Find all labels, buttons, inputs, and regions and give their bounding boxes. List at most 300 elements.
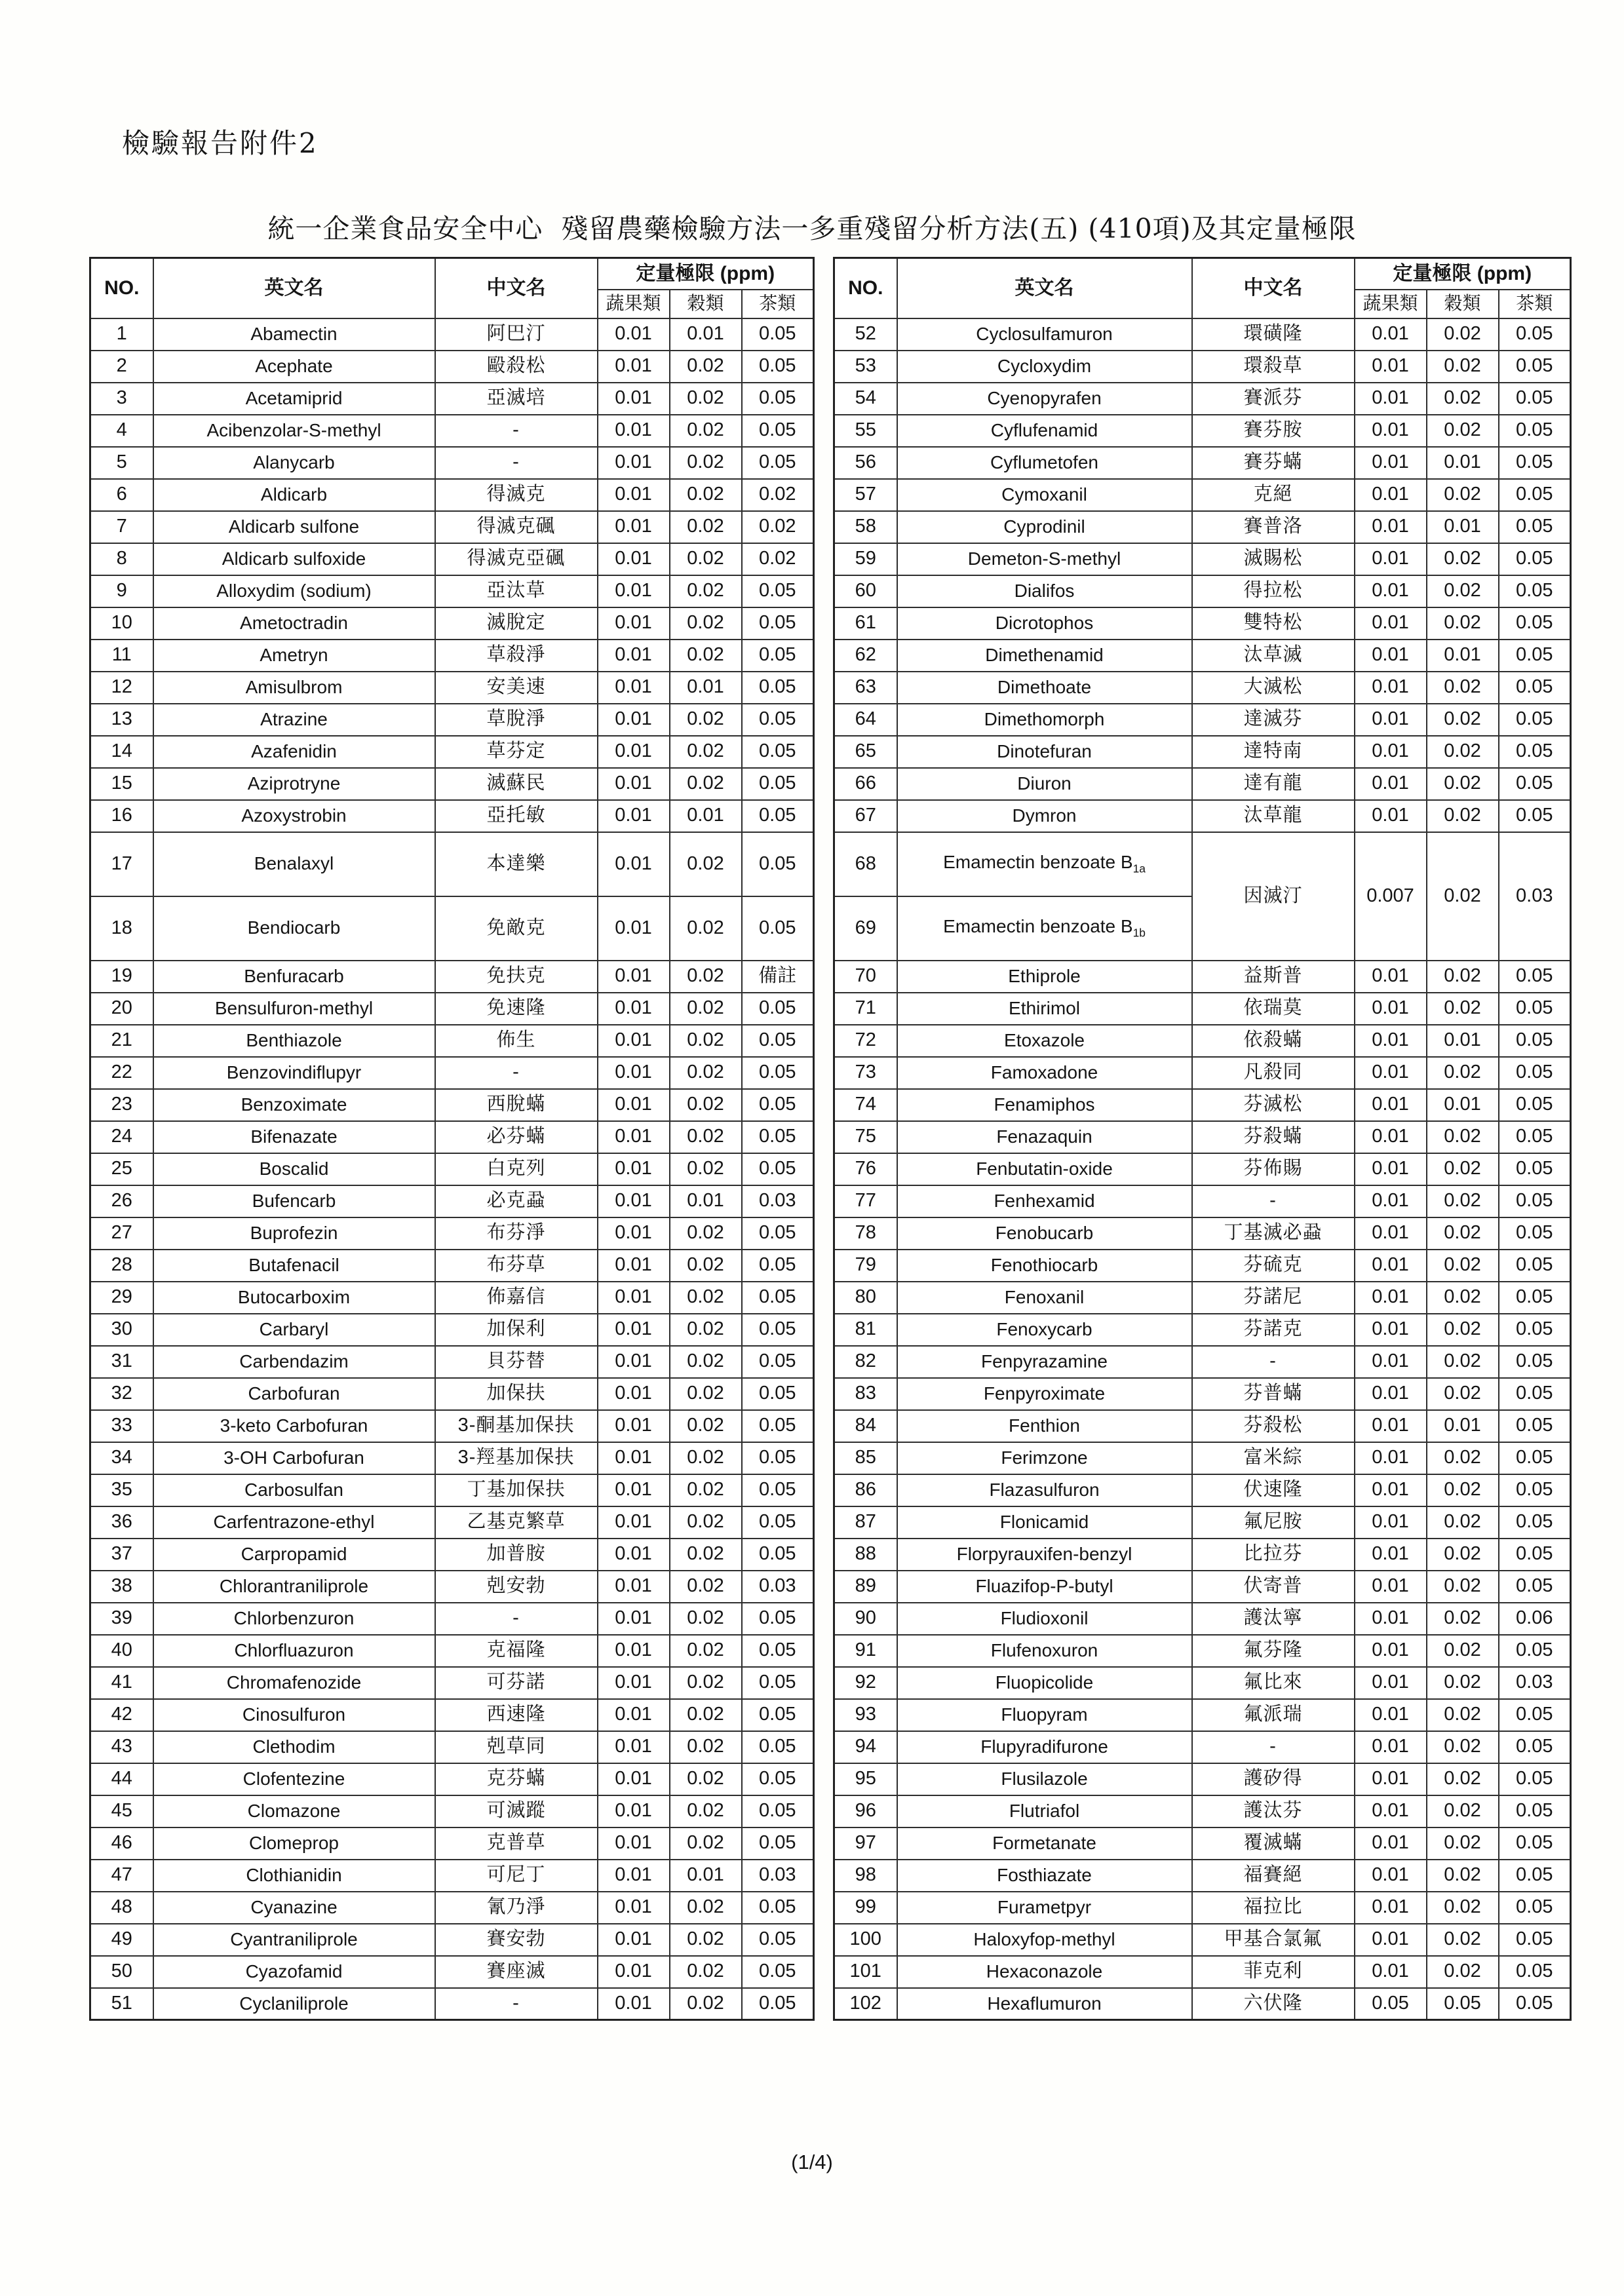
col-header-english: 英文名 — [897, 258, 1192, 318]
row-no: 81 — [834, 1314, 897, 1346]
row-chinese-name: - — [435, 1057, 598, 1089]
row-chinese-name: 免敵克 — [435, 896, 598, 961]
row-no: 55 — [834, 415, 897, 447]
row-limit-grain: 0.02 — [670, 896, 742, 961]
row-limit-tea: 0.05 — [1499, 1956, 1571, 1988]
row-no: 63 — [834, 672, 897, 704]
row-limit-grain: 0.02 — [670, 1442, 742, 1474]
row-limit-grain: 0.02 — [670, 447, 742, 479]
table-row — [90, 575, 814, 607]
table-row — [834, 1539, 1571, 1571]
row-limit-veg: 0.01 — [1355, 800, 1427, 832]
row-limit-veg: 0.01 — [598, 800, 670, 832]
table-row — [90, 1025, 814, 1057]
row-limit-veg: 0.01 — [1355, 1667, 1427, 1699]
row-limit-veg: 0.01 — [598, 1539, 670, 1571]
isomer-subscript: 1b — [1132, 926, 1146, 940]
row-limit-veg: 0.01 — [598, 383, 670, 415]
row-chinese-name: 賽安勃 — [435, 1924, 598, 1956]
table-row — [834, 1153, 1571, 1185]
row-limit-veg: 0.01 — [598, 1153, 670, 1185]
row-no: 68 — [834, 832, 897, 896]
row-limit-grain: 0.01 — [670, 1860, 742, 1892]
row-limit-tea: 0.05 — [1499, 1282, 1571, 1314]
row-no: 28 — [90, 1250, 153, 1282]
table-row — [90, 447, 814, 479]
table-row — [834, 1603, 1571, 1635]
row-chinese-name: 可滅蹤 — [435, 1795, 598, 1827]
row-english-name: Fluopicolide — [897, 1667, 1192, 1699]
row-limit-tea: 0.05 — [1499, 1571, 1571, 1603]
row-chinese-name: 賽派芬 — [1192, 383, 1355, 415]
row-limit-veg: 0.01 — [1355, 1314, 1427, 1346]
row-limit-grain: 0.02 — [670, 1025, 742, 1057]
row-english-name: Fenbutatin-oxide — [897, 1153, 1192, 1185]
row-no: 49 — [90, 1924, 153, 1956]
row-chinese-name: 氟芬隆 — [1192, 1635, 1355, 1667]
row-english-name: Cyazofamid — [153, 1956, 435, 1988]
row-chinese-name: 貝芬替 — [435, 1346, 598, 1378]
col-header-chinese: 中文名 — [1192, 258, 1355, 318]
row-english-name: Flonicamid — [897, 1506, 1192, 1539]
row-limit-veg: 0.01 — [1355, 1121, 1427, 1153]
row-limit-tea: 0.05 — [742, 1924, 814, 1956]
row-limit-veg: 0.01 — [1355, 768, 1427, 800]
row-chinese-name: 3-酮基加保扶 — [435, 1410, 598, 1442]
table-row — [834, 800, 1571, 832]
row-limit-grain: 0.01 — [670, 800, 742, 832]
table-row — [90, 800, 814, 832]
row-limit-grain: 0.02 — [1427, 1282, 1499, 1314]
row-chinese-name: - — [435, 447, 598, 479]
row-english-name: Benzovindiflupyr — [153, 1057, 435, 1089]
row-no: 26 — [90, 1185, 153, 1217]
col-header-limit-group: 定量極限 (ppm) — [598, 258, 814, 290]
row-limit-veg: 0.01 — [598, 768, 670, 800]
row-no: 61 — [834, 607, 897, 640]
row-english-name: Chlorbenzuron — [153, 1603, 435, 1635]
row-limit-veg: 0.01 — [598, 1025, 670, 1057]
row-limit-grain: 0.02 — [670, 993, 742, 1025]
table-row — [90, 1314, 814, 1346]
row-english-name: Carbofuran — [153, 1378, 435, 1410]
row-chinese-name: 伏寄普 — [1192, 1571, 1355, 1603]
row-chinese-name: 免扶克 — [435, 961, 598, 993]
row-chinese-name: 汰草滅 — [1192, 640, 1355, 672]
row-chinese-name: 汰草龍 — [1192, 800, 1355, 832]
row-no: 25 — [90, 1153, 153, 1185]
row-english-name: Cyprodinil — [897, 511, 1192, 543]
table-row — [834, 1217, 1571, 1250]
row-chinese-name: 大滅松 — [1192, 672, 1355, 704]
table-row — [90, 1442, 814, 1474]
row-limit-tea: 0.05 — [1499, 961, 1571, 993]
row-english-name: Cymoxanil — [897, 479, 1192, 511]
row-english-name: 3-keto Carbofuran — [153, 1410, 435, 1442]
row-limit-veg: 0.01 — [598, 1635, 670, 1667]
table-row — [90, 1699, 814, 1731]
row-limit-grain: 0.02 — [1427, 1699, 1499, 1731]
row-limit-tea: 0.02 — [742, 543, 814, 575]
table-row — [834, 1314, 1571, 1346]
row-limit-grain: 0.02 — [1427, 800, 1499, 832]
row-limit-veg: 0.01 — [598, 1314, 670, 1346]
row-limit-tea: 0.05 — [742, 351, 814, 383]
row-limit-grain: 0.02 — [1427, 383, 1499, 415]
row-english-name: Fenamiphos — [897, 1089, 1192, 1121]
table-row — [90, 1378, 814, 1410]
row-english-name: Cyclaniliprole — [153, 1988, 435, 2020]
table-row — [834, 1827, 1571, 1860]
table-row — [834, 1442, 1571, 1474]
row-limit-grain: 0.02 — [1427, 1250, 1499, 1282]
table-row — [834, 736, 1571, 768]
row-limit-grain: 0.02 — [1427, 1763, 1499, 1795]
row-limit-tea: 0.05 — [1499, 575, 1571, 607]
row-chinese-name: 得滅克 — [435, 479, 598, 511]
row-limit-grain: 0.02 — [670, 1571, 742, 1603]
row-english-name: Aldicarb — [153, 479, 435, 511]
table-row — [90, 1667, 814, 1699]
col-header-grain: 穀類 — [1427, 290, 1499, 318]
row-no: 87 — [834, 1506, 897, 1539]
row-no: 27 — [90, 1217, 153, 1250]
page-number: (1/4) — [791, 2151, 833, 2173]
col-header-no: NO. — [834, 258, 897, 318]
table-row — [90, 1635, 814, 1667]
row-english-name: Flutriafol — [897, 1795, 1192, 1827]
row-chinese-name: 可芬諾 — [435, 1667, 598, 1699]
row-limit-veg: 0.01 — [1355, 1346, 1427, 1378]
row-chinese-name: 得滅克亞碸 — [435, 543, 598, 575]
row-no: 13 — [90, 704, 153, 736]
row-chinese-name: 益斯普 — [1192, 961, 1355, 993]
row-limit-grain: 0.01 — [1427, 640, 1499, 672]
col-header-limit-group: 定量極限 (ppm) — [1355, 258, 1571, 290]
row-chinese-name: 亞托敏 — [435, 800, 598, 832]
row-limit-veg: 0.01 — [1355, 447, 1427, 479]
row-limit-veg: 0.01 — [1355, 318, 1427, 351]
table-row — [834, 447, 1571, 479]
table-row — [834, 1571, 1571, 1603]
row-chinese-name: 福拉比 — [1192, 1892, 1355, 1924]
row-no: 12 — [90, 672, 153, 704]
row-english-name: Fenpyrazamine — [897, 1346, 1192, 1378]
row-limit-veg: 0.01 — [598, 1667, 670, 1699]
row-limit-tea: 0.05 — [1499, 1539, 1571, 1571]
row-english-name: Dicrotophos — [897, 607, 1192, 640]
table-row — [90, 1924, 814, 1956]
row-limit-veg: 0.01 — [1355, 1057, 1427, 1089]
row-english-name: Buprofezin — [153, 1217, 435, 1250]
row-limit-tea: 0.05 — [742, 672, 814, 704]
row-english-name: Carpropamid — [153, 1539, 435, 1571]
row-english-name: Benzoximate — [153, 1089, 435, 1121]
row-no: 30 — [90, 1314, 153, 1346]
table-row — [834, 1795, 1571, 1827]
row-limit-veg: 0.01 — [1355, 1603, 1427, 1635]
row-limit-tea: 0.05 — [742, 1635, 814, 1667]
row-english-name: Acibenzolar-S-methyl — [153, 415, 435, 447]
row-limit-veg: 0.01 — [1355, 961, 1427, 993]
row-limit-tea: 0.03 — [742, 1185, 814, 1217]
row-chinese-name: 草芬定 — [435, 736, 598, 768]
row-english-name: Fenazaquin — [897, 1121, 1192, 1153]
row-limit-tea: 0.05 — [742, 1827, 814, 1860]
row-limit-grain: 0.02 — [670, 351, 742, 383]
row-english-name: Ethirimol — [897, 993, 1192, 1025]
row-chinese-name: - — [1192, 1731, 1355, 1763]
row-limit-veg: 0.01 — [1355, 1827, 1427, 1860]
row-limit-tea: 0.05 — [742, 1025, 814, 1057]
row-no: 5 — [90, 447, 153, 479]
row-chinese-name: 護矽得 — [1192, 1763, 1355, 1795]
row-english-name: Famoxadone — [897, 1057, 1192, 1089]
row-limit-tea: 0.03 — [1499, 832, 1571, 961]
row-limit-veg: 0.01 — [598, 1185, 670, 1217]
row-english-name: Flusilazole — [897, 1763, 1192, 1795]
row-chinese-name: 必芬蟎 — [435, 1121, 598, 1153]
row-limit-tea: 0.05 — [742, 1731, 814, 1763]
row-limit-grain: 0.02 — [670, 640, 742, 672]
row-no: 11 — [90, 640, 153, 672]
row-no: 57 — [834, 479, 897, 511]
row-limit-grain: 0.02 — [1427, 1635, 1499, 1667]
table-row — [834, 479, 1571, 511]
row-limit-tea: 0.05 — [1499, 1827, 1571, 1860]
row-limit-tea: 0.05 — [1499, 1153, 1571, 1185]
row-limit-grain: 0.02 — [1427, 1603, 1499, 1635]
row-limit-tea: 0.05 — [742, 1603, 814, 1635]
row-limit-veg: 0.01 — [1355, 1860, 1427, 1892]
row-english-name: Benthiazole — [153, 1025, 435, 1057]
row-no: 67 — [834, 800, 897, 832]
row-limit-grain: 0.02 — [1427, 479, 1499, 511]
row-no: 10 — [90, 607, 153, 640]
row-english-name: Alloxydim (sodium) — [153, 575, 435, 607]
row-english-name: Cyenopyrafen — [897, 383, 1192, 415]
table-row — [90, 511, 814, 543]
table-row — [834, 1346, 1571, 1378]
row-english-name: Fenoxycarb — [897, 1314, 1192, 1346]
row-limit-veg: 0.01 — [1355, 1442, 1427, 1474]
row-limit-grain: 0.02 — [670, 1635, 742, 1667]
row-limit-tea: 0.05 — [1499, 1795, 1571, 1827]
table-row — [90, 1603, 814, 1635]
table-row — [834, 543, 1571, 575]
row-english-name: Clothianidin — [153, 1860, 435, 1892]
row-chinese-name: 芬諾尼 — [1192, 1282, 1355, 1314]
row-chinese-name: 芬殺蟎 — [1192, 1121, 1355, 1153]
row-limit-tea: 0.05 — [742, 1699, 814, 1731]
row-limit-tea: 0.05 — [742, 1410, 814, 1442]
row-limit-grain: 0.02 — [670, 1988, 742, 2020]
row-limit-tea: 0.05 — [742, 575, 814, 607]
row-no: 56 — [834, 447, 897, 479]
row-limit-veg: 0.01 — [1355, 1699, 1427, 1731]
row-limit-grain: 0.02 — [1427, 993, 1499, 1025]
table-row — [90, 1282, 814, 1314]
row-limit-tea: 0.05 — [742, 640, 814, 672]
row-limit-grain: 0.02 — [670, 1250, 742, 1282]
row-no: 38 — [90, 1571, 153, 1603]
row-no: 8 — [90, 543, 153, 575]
table-row — [90, 318, 814, 351]
row-limit-grain: 0.02 — [670, 1539, 742, 1571]
row-limit-veg: 0.01 — [1355, 1924, 1427, 1956]
row-limit-grain: 0.02 — [1427, 1795, 1499, 1827]
row-no: 3 — [90, 383, 153, 415]
row-limit-tea: 0.05 — [1499, 1506, 1571, 1539]
row-no: 19 — [90, 961, 153, 993]
row-limit-veg: 0.01 — [1355, 1731, 1427, 1763]
row-chinese-name: 賽芬胺 — [1192, 415, 1355, 447]
row-limit-tea: 0.05 — [1499, 383, 1571, 415]
row-chinese-name: 克福隆 — [435, 1635, 598, 1667]
row-limit-veg: 0.01 — [598, 832, 670, 896]
row-chinese-name: 伏速隆 — [1192, 1474, 1355, 1506]
row-limit-veg: 0.01 — [598, 575, 670, 607]
table-row — [90, 896, 814, 961]
table-row — [834, 704, 1571, 736]
row-english-name: Carbaryl — [153, 1314, 435, 1346]
table-row — [834, 1057, 1571, 1089]
row-limit-tea: 0.03 — [1499, 1667, 1571, 1699]
row-chinese-name: 芬佈賜 — [1192, 1153, 1355, 1185]
row-limit-veg: 0.01 — [1355, 479, 1427, 511]
row-limit-veg: 0.01 — [598, 318, 670, 351]
row-limit-veg: 0.01 — [598, 1699, 670, 1731]
table-row — [90, 704, 814, 736]
row-limit-veg: 0.01 — [1355, 543, 1427, 575]
row-no: 93 — [834, 1699, 897, 1731]
row-no: 51 — [90, 1988, 153, 2020]
row-limit-veg: 0.01 — [1355, 575, 1427, 607]
row-english-name: Fenobucarb — [897, 1217, 1192, 1250]
row-limit-grain: 0.02 — [1427, 607, 1499, 640]
row-no: 29 — [90, 1282, 153, 1314]
row-limit-tea: 0.05 — [1499, 1250, 1571, 1282]
row-limit-veg: 0.01 — [1355, 351, 1427, 383]
row-limit-tea: 0.05 — [742, 832, 814, 896]
row-chinese-name: 加保扶 — [435, 1378, 598, 1410]
row-limit-grain: 0.02 — [1427, 1346, 1499, 1378]
row-limit-tea: 0.05 — [1499, 800, 1571, 832]
table-row — [90, 1506, 814, 1539]
row-limit-tea: 0.05 — [742, 1892, 814, 1924]
row-no: 23 — [90, 1089, 153, 1121]
row-no: 15 — [90, 768, 153, 800]
row-limit-veg: 0.01 — [598, 896, 670, 961]
row-limit-tea: 0.05 — [742, 383, 814, 415]
row-no: 35 — [90, 1474, 153, 1506]
row-limit-veg: 0.01 — [598, 961, 670, 993]
row-chinese-name: 可尼丁 — [435, 1860, 598, 1892]
row-limit-tea: 備註 — [742, 961, 814, 993]
row-limit-tea: 0.05 — [1499, 993, 1571, 1025]
row-limit-tea: 0.05 — [1499, 1699, 1571, 1731]
row-limit-grain: 0.02 — [1427, 543, 1499, 575]
table-row — [90, 640, 814, 672]
row-english-name: Bendiocarb — [153, 896, 435, 961]
row-limit-tea: 0.05 — [742, 1378, 814, 1410]
row-chinese-name: 布芬淨 — [435, 1217, 598, 1250]
table-row — [834, 832, 1571, 896]
table-row — [90, 479, 814, 511]
table-row — [834, 1667, 1571, 1699]
row-limit-tea: 0.05 — [1499, 511, 1571, 543]
col-header-veg: 蔬果類 — [1355, 290, 1427, 318]
row-limit-grain: 0.02 — [670, 1699, 742, 1731]
row-english-name: Cycloxydim — [897, 351, 1192, 383]
row-no: 78 — [834, 1217, 897, 1250]
table-row — [90, 415, 814, 447]
row-no: 75 — [834, 1121, 897, 1153]
row-limit-grain: 0.02 — [670, 543, 742, 575]
row-limit-grain: 0.02 — [1427, 1185, 1499, 1217]
table-row — [834, 511, 1571, 543]
row-english-name: Boscalid — [153, 1153, 435, 1185]
row-no: 64 — [834, 704, 897, 736]
row-english-name: Ferimzone — [897, 1442, 1192, 1474]
row-limit-grain: 0.02 — [670, 704, 742, 736]
row-english-name: Benalaxyl — [153, 832, 435, 896]
row-english-name: Dinotefuran — [897, 736, 1192, 768]
table-row — [90, 736, 814, 768]
row-english-name: Chlorfluazuron — [153, 1635, 435, 1667]
row-limit-grain: 0.01 — [1427, 1410, 1499, 1442]
row-limit-veg: 0.01 — [1355, 672, 1427, 704]
row-limit-veg: 0.01 — [598, 1827, 670, 1860]
table-row — [90, 1571, 814, 1603]
row-no: 21 — [90, 1025, 153, 1057]
row-english-name: Butafenacil — [153, 1250, 435, 1282]
col-header-grain: 穀類 — [670, 290, 742, 318]
table-row — [90, 1057, 814, 1089]
row-english-name: Flufenoxuron — [897, 1635, 1192, 1667]
row-english-name: Dimethenamid — [897, 640, 1192, 672]
row-english-name: 3-OH Carbofuran — [153, 1442, 435, 1474]
row-limit-tea: 0.05 — [742, 1956, 814, 1988]
row-english-name: Ethiprole — [897, 961, 1192, 993]
row-limit-grain: 0.02 — [1427, 672, 1499, 704]
row-chinese-name: 滅蘇民 — [435, 768, 598, 800]
pesticide-table-left — [89, 257, 815, 2021]
table-row — [90, 768, 814, 800]
row-limit-veg: 0.01 — [598, 1346, 670, 1378]
row-limit-veg: 0.01 — [1355, 1025, 1427, 1057]
row-english-name: Flupyradifurone — [897, 1731, 1192, 1763]
row-limit-grain: 0.02 — [670, 1667, 742, 1699]
row-english-name: Fludioxonil — [897, 1603, 1192, 1635]
table-row — [90, 1860, 814, 1892]
row-no: 32 — [90, 1378, 153, 1410]
row-chinese-name: 達特南 — [1192, 736, 1355, 768]
row-no: 88 — [834, 1539, 897, 1571]
row-chinese-name: 護汰寧 — [1192, 1603, 1355, 1635]
row-limit-veg: 0.007 — [1355, 832, 1427, 961]
row-chinese-name: 氟派瑞 — [1192, 1699, 1355, 1731]
row-chinese-name: - — [435, 1603, 598, 1635]
row-no: 6 — [90, 479, 153, 511]
row-no: 39 — [90, 1603, 153, 1635]
table-row — [834, 1924, 1571, 1956]
row-limit-tea: 0.05 — [1499, 768, 1571, 800]
row-limit-veg: 0.01 — [598, 1763, 670, 1795]
table-row — [90, 1474, 814, 1506]
row-no: 50 — [90, 1956, 153, 1988]
row-limit-veg: 0.01 — [598, 543, 670, 575]
